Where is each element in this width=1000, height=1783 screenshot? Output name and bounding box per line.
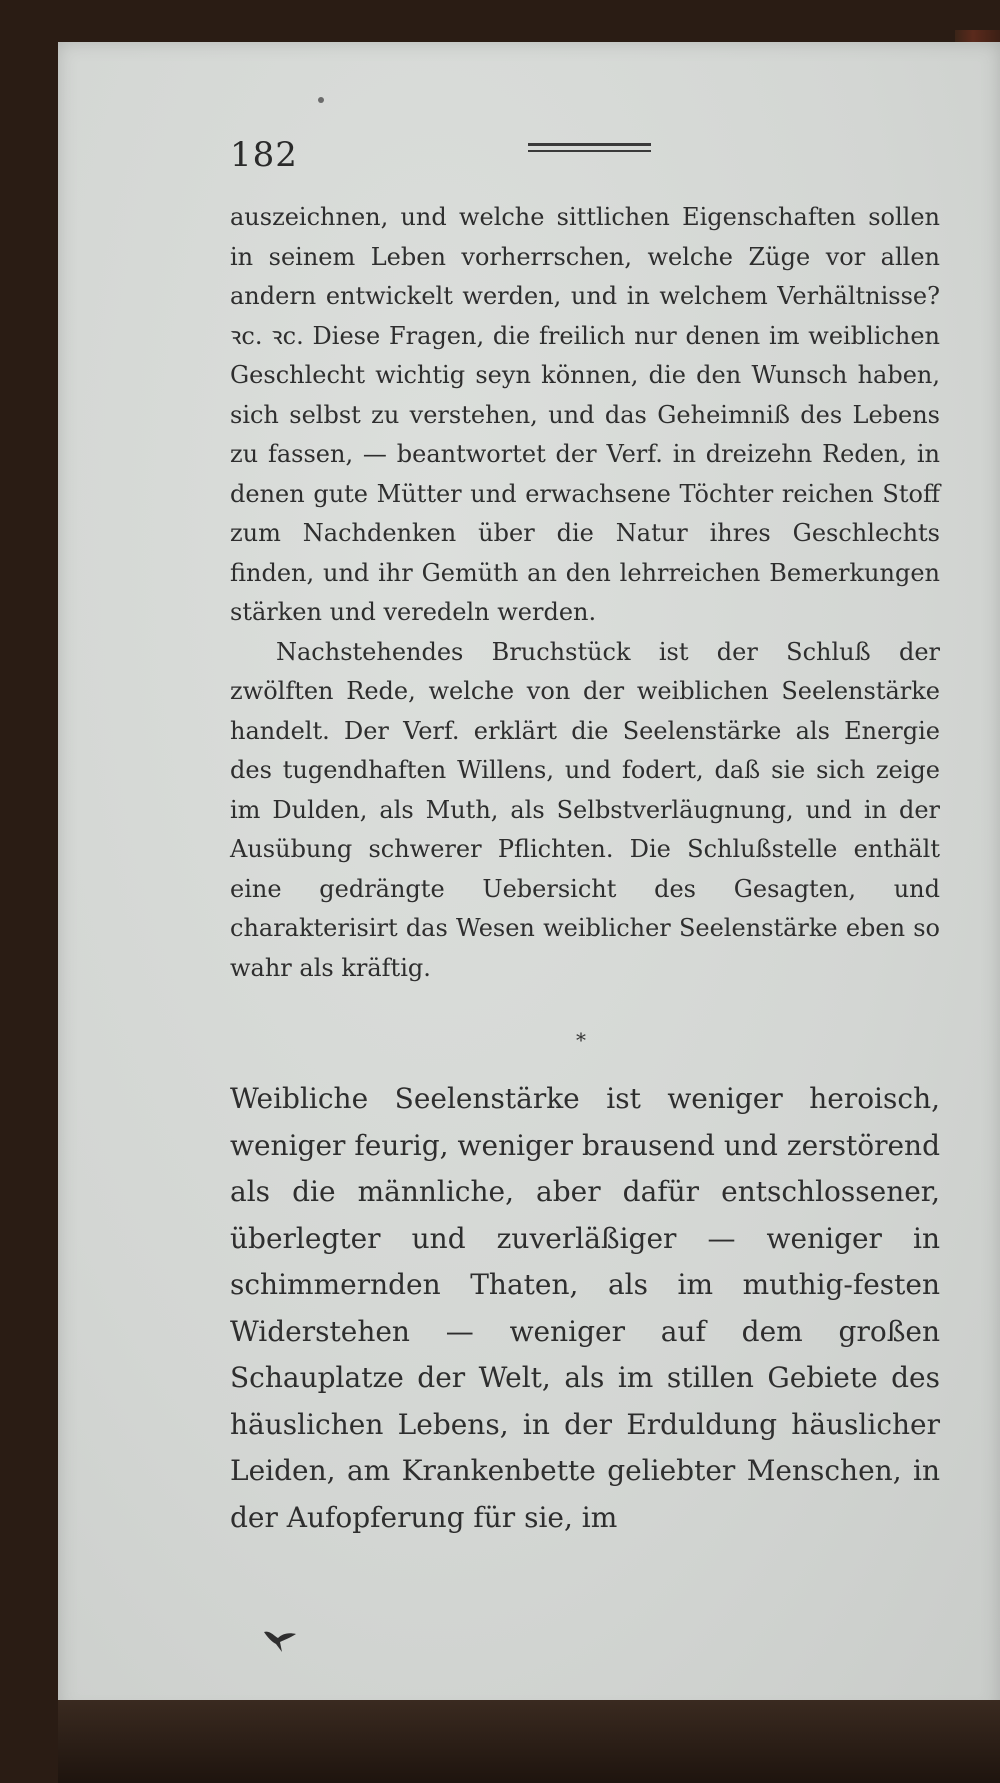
page-bottom-shadow (58, 1700, 1000, 1783)
intro-section (230, 198, 940, 988)
ink-dot (318, 97, 324, 103)
intro-paragraph-1: auszeichnen, und welche sittlichen Eigenschaften sollen in seinem Leben vorherrschen, welche Züge vor allen andern entwickelt werden, und in welchem Verhältnisse? ꝛc. ꝛc. Diese Fragen, die freilich nur denen im weiblichen Geschlecht wichtig seyn können, die den Wunsch haben, sich selbst zu verstehen, und das Geheimniß des Lebens zu fassen, — beantwortet der Verf. in dreizehn Reden, in denen gute Mütter und erwachsene Töchter reichen Stoff zum Nachdenken über die Natur ihres Geschlechts finden, und ihr Gemüth an den lehrreichen Bemerkungen stärken und veredeln werden. (230, 203, 940, 626)
section-separator: * (576, 1028, 586, 1052)
main-section (230, 1076, 940, 1541)
page-number: 182 (230, 135, 298, 175)
header-rule (528, 143, 651, 152)
intro-paragraph-2: Nachstehendes Bruchstück ist der Schluß der zwölften Rede, welche von der weiblichen Seelenstärke handelt. Der Verf. erklärt die Seelenstärke als Energie des tugendhaften Willens, und fodert, daß sie sich zeige im Dulden, als Muth, als Selbstverläugnung, und in der Ausübung schwerer Pflichten. Die Schlußstelle enthält eine gedrängte Uebersicht des Gesagten, und charakterisirt das Wesen weiblicher Seelenstärke eben so wahr als kräftig. (230, 637, 940, 982)
fleuron-icon (262, 1628, 298, 1654)
main-paragraph: Weibliche Seelenstärke ist weniger heroisch, weniger feurig, weniger brausend und zerstörend als die männliche, aber dafür entschlossener, überlegter und zuverläßiger — weniger in schimmernden Thaten, als im muthig-festen Widerstehen — weniger auf dem großen Schauplatze der Welt, als im stillen Gebiete des häuslichen Lebens, in der Erduldung häuslicher Leiden, am Krankenbette geliebter Menschen, in der Aufopferung für sie, im (230, 1082, 940, 1534)
